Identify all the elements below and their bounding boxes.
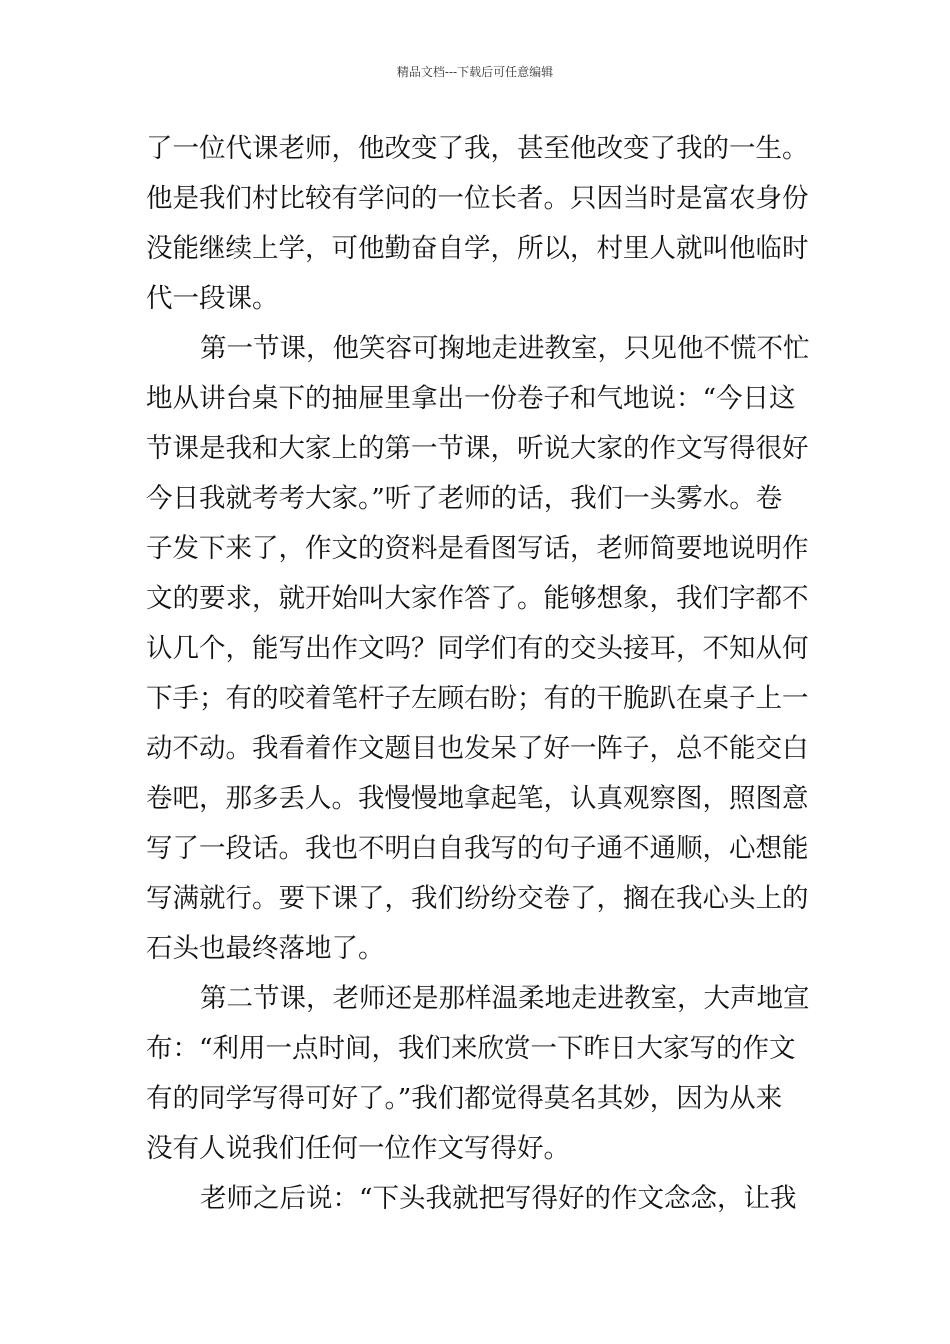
text-line: 代一段课。 (146, 283, 279, 314)
text-line: 文的要求，就开始叫大家作答了。能够想象，我们字都不 (146, 583, 809, 614)
text-line: 下手；有的咬着笔杆子左顾右盼；有的干脆趴在桌子上一 (146, 683, 809, 714)
text-line: 子发下来了，作文的资料是看图写话，老师简要地说明作 (146, 533, 809, 564)
paragraph-3 (146, 974, 816, 1174)
text-line: 认几个，能写出作文吗？同学们有的交头接耳，不知从何 (146, 633, 809, 664)
text-line: 动不动。我看着作文题目也发呆了好一阵子，总不能交白 (146, 733, 809, 764)
text-line: 地从讲台桌下的抽屉里拿出一份卷子和气地说：“今日这 (146, 383, 796, 414)
text-line: 了一位代课老师，他改变了我，甚至他改变了我的一生。 (146, 133, 809, 164)
paragraph-4 (146, 1174, 816, 1224)
text-line-indented: 第二节课，老师还是那样温柔地走进教室，大声地宣 (200, 983, 810, 1014)
text-line-indented: 老师之后说：“下头我就把写得好的作文念念，让我 (200, 1183, 797, 1214)
text-line: 写了一段话。我也不明白自我写的句子通不通顺，心想能 (146, 833, 809, 864)
text-line: 写满就行。要下课了，我们纷纷交卷了，搁在我心头上的 (146, 883, 809, 914)
document-body (146, 124, 816, 1224)
text-line: 布：“利用一点时间，我们来欣赏一下昨日大家写的作文 (146, 1033, 796, 1064)
text-line: 卷吧，那多丢人。我慢慢地拿起笔，认真观察图，照图意 (146, 783, 809, 814)
text-line: 今日我就考考大家。”听了老师的话，我们一头雾水。卷 (146, 483, 783, 514)
text-line: 节课是我和大家上的第一节课，听说大家的作文写得很好 (146, 433, 809, 464)
paragraph-2 (146, 324, 816, 974)
text-line: 有的同学写得可好了。”我们都觉得莫名其妙，因为从来 (146, 1083, 783, 1114)
text-line: 他是我们村比较有学问的一位长者。只因当时是富农身份 (146, 183, 809, 214)
page-header: 精品文档---下载后可任意编辑 (396, 65, 554, 79)
text-line: 石头也最终落地了。 (146, 933, 385, 964)
paragraph-1 (146, 124, 816, 324)
text-line: 没能继续上学，可他勤奋自学，所以，村里人就叫他临时 (146, 233, 809, 264)
text-line: 没有人说我们任何一位作文写得好。 (146, 1133, 570, 1164)
text-line-indented: 第一节课，他笑容可掬地走进教室，只见他不慌不忙 (200, 333, 810, 364)
